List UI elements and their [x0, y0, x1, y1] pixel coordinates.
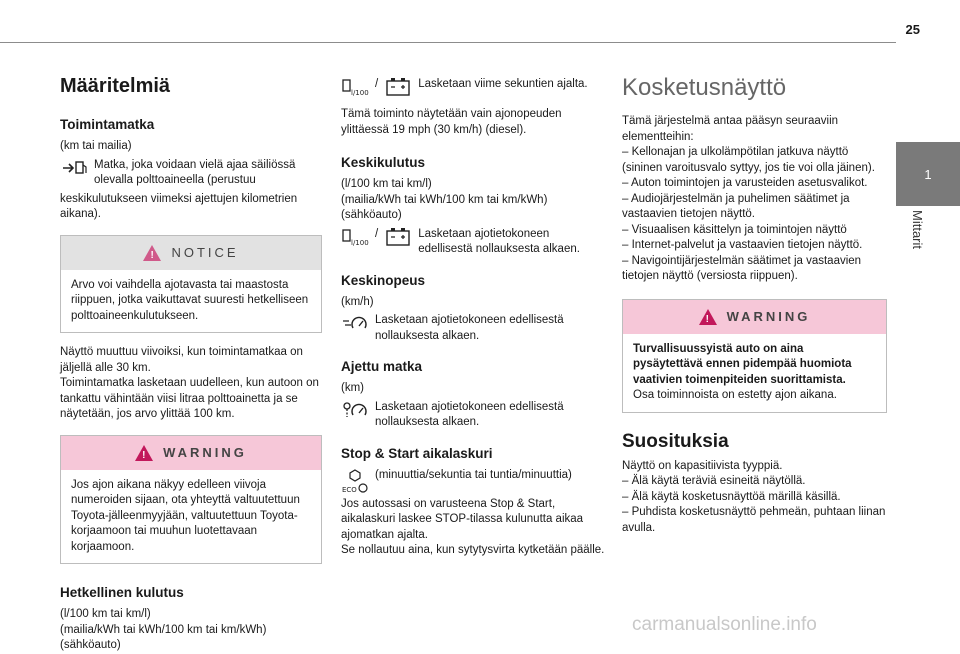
touchscreen-item: – Navigointijärjestelmän säätimet ja vastaavien tietojen näyttö (versiosta riippuen).	[622, 254, 862, 282]
instant-unit-3: (sähköauto)	[60, 639, 121, 651]
warning-box	[622, 299, 887, 413]
distance-text: Lasketaan ajotietokoneen edellisestä nollauksesta alkaen.	[375, 400, 564, 428]
touchscreen-item: – Visuaalisen käsittelyn ja toimintojen näyttö	[622, 223, 847, 236]
svg-text:l/100: l/100	[351, 238, 369, 247]
trip-unit: (km tai mailia)	[60, 140, 132, 152]
fuel-consumption-icon	[341, 77, 369, 97]
icon-separator: /	[375, 78, 379, 90]
warning-triangle-icon: !	[135, 445, 153, 461]
average-speed-icon	[341, 313, 369, 333]
stopstart-title: Stop & Start aikalaskuri	[341, 445, 493, 461]
trip-title: Toimintamatka	[60, 117, 155, 132]
svg-text:ECO: ECO	[342, 485, 357, 494]
recommendations-title: Suosituksia	[622, 430, 729, 452]
distance-unit: (km)	[341, 382, 364, 394]
watermark: carmanualsonline.info	[632, 614, 817, 635]
instant-icon-text: Lasketaan viime sekuntien ajalta.	[418, 78, 588, 90]
column-1	[60, 60, 322, 654]
warning-text: Osa toiminnoista on estetty ajon aikana.	[633, 389, 837, 401]
instant-unit-1: (l/100 km tai km/l)	[60, 608, 151, 620]
fuel-range-icon	[60, 158, 88, 178]
range-paragraph-2: Toimintamatka lasketaan uudelleen, kun autoon on tankattu vähintään viisi litraa polttoainetta ja se näytetään, jos arvo ylittää 100 km.	[60, 377, 319, 420]
avg-unit-1: (l/100 km tai km/l)	[341, 178, 432, 190]
battery-icon	[384, 77, 412, 97]
trip-text: keskikulutukseen viimeksi ajettujen kilometrien aikana).	[60, 192, 298, 220]
page-number: 25	[905, 22, 920, 37]
stopstart-paragraph-2: Se nollautuu aina, kun sytytysvirta kytketään päälle.	[341, 544, 605, 556]
notice-label: NOTICE	[171, 244, 239, 260]
distance-icon-row	[341, 400, 606, 431]
avg-title: Keskikulutus	[341, 155, 426, 170]
stopstart-icon-text: (minuuttia/sekuntia tai tuntia/minuuttia)	[375, 468, 572, 481]
warning-label: WARNING	[726, 308, 811, 324]
column-3	[622, 60, 887, 536]
icon-separator: /	[375, 227, 379, 240]
avg-icon-text: Lasketaan ajotietokoneen edellisestä nollauksesta alkaen.	[418, 227, 580, 255]
avg-unit-3: (sähköauto)	[341, 209, 402, 221]
distance-icon	[341, 400, 369, 420]
warning-label: WARNING	[163, 444, 247, 460]
warning-body: Jos ajon aikana näkyy edelleen viivoja numeroiden sijaan, ota yhteyttä valtuutettuun Toyota-jälleenmyyjään, valtuutettuun Toyota-korjaamoon tai muuhun luotettavaan korjaamoon.	[71, 478, 300, 553]
warning-triangle-icon: !	[699, 309, 717, 325]
speed-title: Keskinopeus	[341, 272, 426, 288]
stop-start-eco-icon	[341, 468, 369, 494]
warning-body	[623, 334, 886, 412]
touchscreen-title: Kosketusnäyttö	[622, 74, 787, 101]
instant-title: Hetkellinen kulutus	[60, 585, 184, 600]
battery-icon	[384, 227, 412, 247]
touchscreen-item: – Kellonajan ja ulkolämpötilan jatkuva näyttö (sininen varoitusvalo syttyy, jos tie voi olla jäinen).	[622, 146, 875, 174]
touchscreen-item: – Internet-palvelut ja vastaavien tietojen näyttö.	[622, 239, 863, 251]
avg-unit-2: (mailia/kWh tai kWh/100 km tai km/kWh)	[341, 193, 548, 206]
range-paragraph-1: Näyttö muuttuu viivoiksi, kun toimintamatkaa on jäljellä alle 30 km.	[60, 346, 303, 374]
svg-text:l/100: l/100	[351, 89, 369, 97]
touchscreen-item: – Audiojärjestelmän ja puhelimen säätimet ja vastaavien tietojen näyttö.	[622, 192, 850, 220]
warning-box	[60, 435, 322, 565]
notice-box	[60, 235, 322, 334]
instant-unit-2: (mailia/kWh tai kWh/100 km tai km/kWh)	[60, 623, 267, 636]
touchscreen-item: – Auton toimintojen ja varusteiden asetusvalikot.	[622, 177, 868, 189]
instant-paragraph: Tämä toiminto näytetään vain ajonopeuden ylittäessä 19 mph (30 km/h) (diesel).	[341, 108, 562, 136]
section-title: Määritelmiä	[60, 75, 171, 97]
chapter-tab[interactable]: 1	[896, 142, 960, 206]
warning-triangle-icon: !	[143, 245, 161, 261]
notice-header	[61, 236, 321, 270]
instant-icon-row	[341, 77, 606, 97]
trip-icon-row	[60, 158, 322, 189]
stopstart-paragraph-1: Jos autossasi on varusteena Stop & Start, aikalaskuri laskee STOP-tilassa kulunutta aikaa ajomatkan ajalta.	[341, 497, 584, 541]
recommendation-item: – Älä käytä kosketusnäyttöä märillä käsillä.	[622, 490, 841, 503]
trip-icon-text: Matka, joka voidaan vielä ajaa säiliössä olevalla polttoaineella (perustuu	[94, 158, 296, 186]
fuel-consumption-icon	[341, 227, 369, 247]
distance-title: Ajettu matka	[341, 359, 423, 374]
header-rule	[0, 42, 896, 43]
recommendation-item: – Puhdista kosketusnäyttö pehmeän, puhtaan liinan avulla.	[622, 506, 886, 534]
chapter-label: Mittarit	[910, 210, 925, 249]
warning-bold-text: Turvallisuussyistä auto on aina pysäytettävä ennen pidempää huomiota vaativien toimenpiteiden suorittamista.	[633, 342, 852, 386]
column-2	[341, 74, 606, 559]
warning-header	[623, 300, 886, 334]
recommendations-intro: Näyttö on kapasitiivista tyyppiä.	[622, 459, 783, 472]
avg-icon-row	[341, 227, 606, 258]
stopstart-icon-row	[341, 468, 606, 494]
recommendation-item: – Älä käytä teräviä esineitä näytöllä.	[622, 475, 806, 487]
notice-body: Arvo voi vaihdella ajotavasta tai maastosta riippuen, jotka vaikuttavat suuresti hetkelliseen polttoaineenkulutukseen.	[71, 278, 309, 322]
speed-text: Lasketaan ajotietokoneen edellisestä nollauksesta alkaen.	[375, 314, 564, 342]
touchscreen-intro: Tämä järjestelmä antaa pääsyn seuraaviin elementteihin:	[622, 115, 839, 143]
warning-header	[61, 436, 321, 470]
speed-unit: (km/h)	[341, 295, 374, 308]
speed-icon-row	[341, 313, 606, 344]
